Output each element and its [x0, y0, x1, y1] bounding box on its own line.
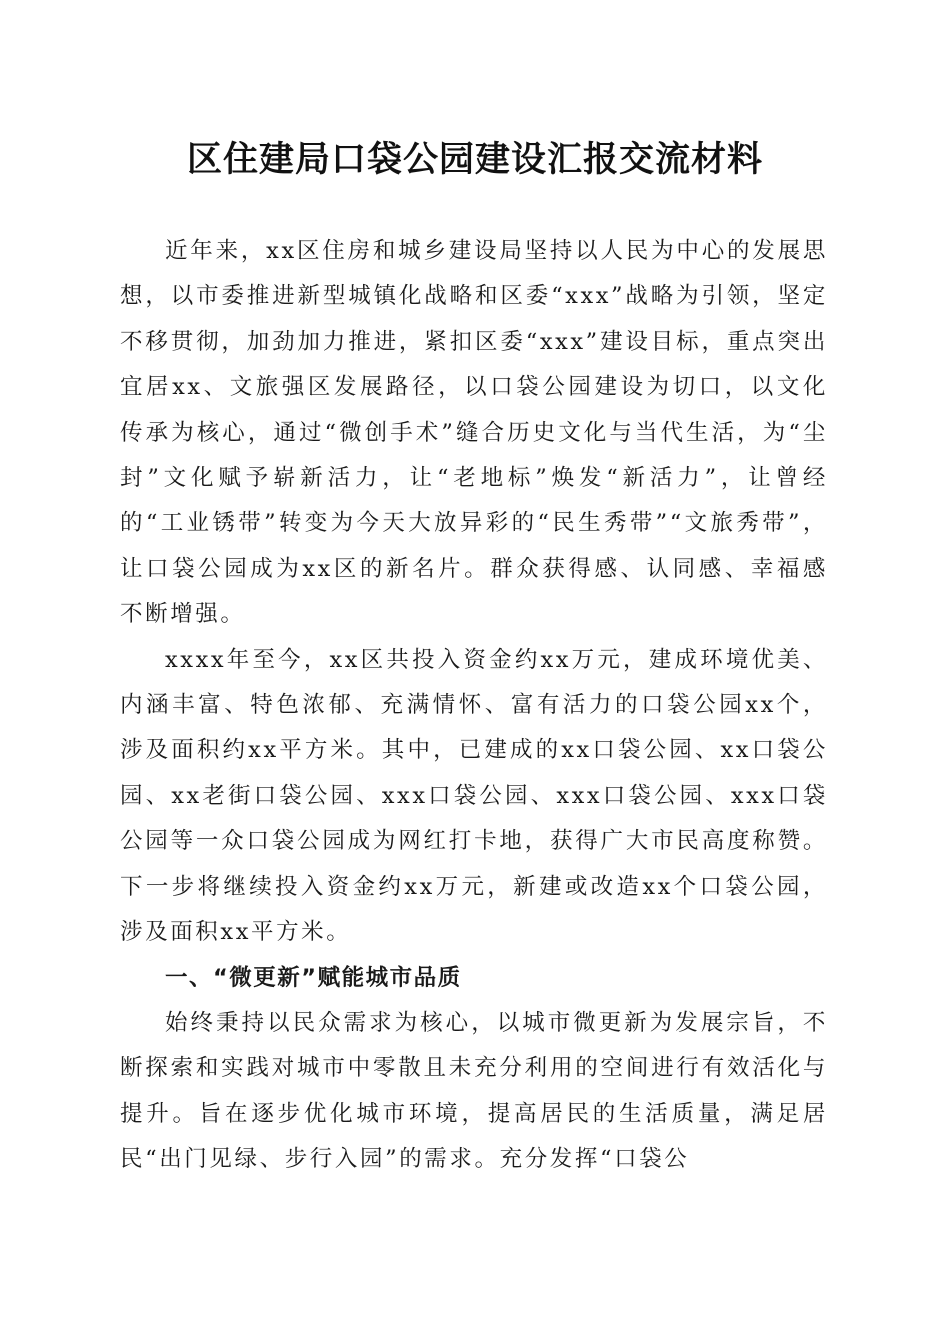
document-title: 区住建局口袋公园建设汇报交流材料 — [186, 139, 763, 180]
intro-paragraph: 近年来，xx区住房和城乡建设局坚持以人民为中心的发展思想，以市委推进新型城镇化战略和区委“xxx”战略为引领，坚定不移贯彻，加劲加力推进，紧扣区委“xxx”建设目标，重点突出宜居xx、文旅强区发展路径，以口袋公园建设为切口，以文化传承为核心，通过“微创手术”缝合历史文化与当代生活，为“尘封”文化赋予崭新活力，让“老地标”焕发“新活力”，让曾经的“工业锈带”转变为今天大放异彩的“民生秀带”“文旅秀带”，让口袋公园成为xx区的新名片。群众获得感、认同感、幸福感不断增强。 — [120, 238, 828, 628]
section-paragraph: 始终秉持以民众需求为核心，以城市微更新为发展宗旨，不断探索和实践对城市中零散且未充分利用的空间进行有效活化与提升。旨在逐步优化城市环境，提高居民的生活质量，满足居民“出门见绿、步行入园”的需求。充分发挥“口袋公 — [120, 1009, 828, 1173]
investment-paragraph: xxxx年至今，xx区共投入资金约xx万元，建成环境优美、内涵丰富、特色浓郁、充满情怀、富有活力的口袋公园xx个，涉及面积约xx平方米。其中，已建成的xx口袋公园、xx口袋公园、xx老街口袋公园、xxx口袋公园、xxx口袋公园、xxx口袋公园等一众口袋公园成为网红打卡地，获得广大市民高度称赞。下一步将继续投入资金约xx万元，新建或改造xx个口袋公园，涉及面积xx平方米。 — [120, 646, 828, 946]
document-body — [120, 229, 828, 1183]
section-heading: 一、“微更新”赋能城市品质 — [165, 964, 462, 991]
